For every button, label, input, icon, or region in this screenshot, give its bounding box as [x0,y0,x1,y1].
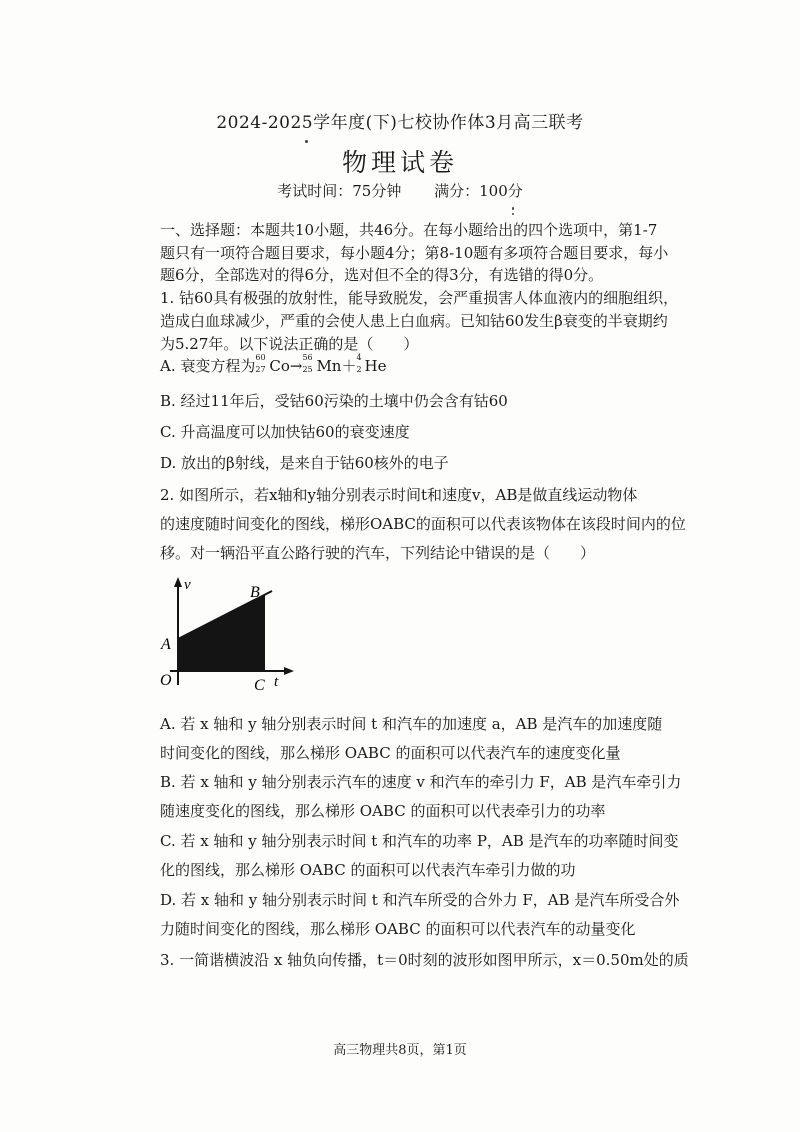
q2-vt-graph [150,575,300,700]
he-atomic-number: 2 [356,365,362,374]
label-t: t [274,674,279,690]
label-c: C [254,677,265,694]
y-axis-arrow-icon [174,577,182,587]
q2-option-d-line: D. 若 x 轴和 y 轴分别表示时间 t 和汽车所受的合外力 F，AB 是汽车所受合外 [160,891,680,909]
co-nuclide-index [255,353,269,374]
mn-nuclide-index [302,353,316,374]
q2-option-a-line: A. 若 x 轴和 y 轴分别表示时间 t 和汽车的加速度 a，AB 是汽车的加速度随 [160,715,663,733]
q2-option-c-line: 化的图线，那么梯形 OABC 的面积可以代表汽车牵引力做的功 [160,861,576,879]
q3-stem-line: 3. 一简谐横波沿 x 轴负向传播，t＝0时刻的波形如图甲所示，x＝0.50m处的质 [160,951,689,969]
q2-option-b-line: 随速度变化的图线，那么梯形 OABC 的面积可以代表牵引力的功率 [160,802,606,820]
exam-title: 2024-2025学年度(下)七校协作体3月高三联考 [216,113,584,133]
x-axis-arrow-icon [284,667,294,675]
mn-symbol: Mn＋ [316,357,357,375]
q2-option-a-line: 时间变化的图线，那么梯形 OABC 的面积可以代表汽车的速度变化量 [160,744,621,762]
scan-speck [305,140,308,143]
he-nuclide-index [356,353,364,374]
scan-speck [512,207,514,210]
q1-stem-line: 1. 钴60具有极强的放射性，能导致脱发，会严重损害人体血液内的细胞组织， [160,289,679,307]
q1-option-a [160,355,386,377]
he-mass-number: 4 [356,353,362,362]
label-o: O [160,672,172,689]
q1-option-d: D. 放出的β射线，是来自于钴60核外的电子 [160,454,449,472]
q1-option-c: C. 升高温度可以加快钴60的衰变速度 [160,423,410,441]
q2-option-c-line: C. 若 x 轴和 y 轴分别表示时间 t 和汽车的功率 P，AB 是汽车的功率随时间变 [160,832,679,850]
co-symbol: Co→ [269,357,303,375]
page-footer: 高三物理共8页，第1页 [333,1043,467,1058]
subject-title: 物理试卷 [341,148,458,177]
full-score: 满分：100分 [434,182,523,200]
co-mass-number: 60 [255,353,266,362]
section-intro-line: 题6分，全部选对的得6分，选对但不全的得3分，有选错的得0分。 [160,266,604,284]
label-a: A [161,636,171,653]
q2-stem-line: 的速度随时间变化的图线，梯形OABC的面积可以代表该物体在该段时间内的位 [160,515,686,533]
q2-option-d-line: 力随时间变化的图线，那么梯形 OABC 的面积可以代表汽车的动量变化 [160,920,636,938]
section-intro-line: 题只有一项符合题目要求，每小题4分；第8-10题有多项符合题目要求，每小 [160,244,669,262]
label-b: B [250,584,260,601]
section-intro-line: 一、选择题：本题共10小题，共46分。在每小题给出的四个选项中，第1-7 [160,221,658,239]
mn-atomic-number: 25 [302,365,313,374]
q1-stem-line: 为5.27年。以下说法正确的是（ ） [160,335,419,353]
scan-speck [512,213,514,215]
mn-mass-number: 56 [302,353,313,362]
q1-stem-line: 造成白血球减少，严重的会使人患上白血病。已知钴60发生β衰变的半衰期约 [160,312,668,330]
q2-stem-line: 移。对一辆沿平直公路行驶的汽车，下列结论中错误的是（ ） [160,544,596,562]
label-v: v [184,577,191,593]
exam-time: 考试时间：75分钟 [277,182,402,200]
he-symbol: He [364,357,387,375]
exam-meta [0,180,800,202]
q1-option-a-text: A. 衰变方程为 [160,357,256,375]
co-atomic-number: 27 [255,365,266,374]
q1-option-b: B. 经过11年后，受钴60污染的土壤中仍会含有钴60 [160,392,508,410]
q2-option-b-line: B. 若 x 轴和 y 轴分别表示汽车的速度 v 和汽车的牵引力 F，AB 是汽车牵引力 [160,773,682,791]
q2-stem-line: 2. 如图所示，若x轴和y轴分别表示时间t和速度v，AB是做直线运动物体 [160,486,638,504]
